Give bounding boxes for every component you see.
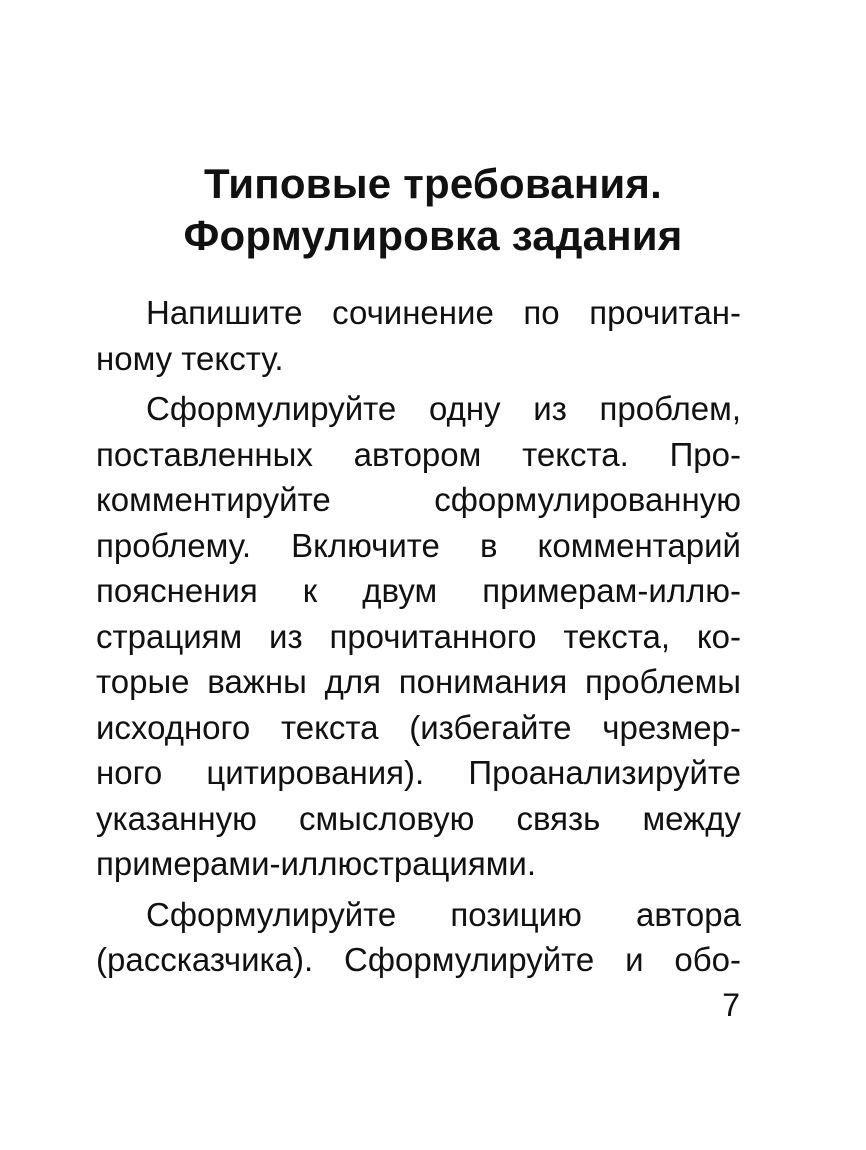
paragraph-task: [96, 290, 741, 381]
page-number: 7: [722, 987, 740, 1023]
text-line: торые важны для понимания проблемы: [96, 663, 741, 700]
text-line: указанную смысловую связь между: [96, 799, 741, 837]
text-line: примерами-иллюстрациями.: [96, 845, 537, 882]
text-line: пояснения к двум примерам-иллю-: [96, 572, 741, 609]
text-line: Напишите сочинение по прочитан-: [146, 294, 741, 331]
paragraph-problem: [96, 386, 741, 887]
page-title: [96, 158, 770, 262]
text-line: Сформулируйте одну из проблем,: [146, 390, 741, 427]
text-line: исходного текста (избегайте чрезмер-: [96, 708, 741, 746]
title-line: Типовые требования.: [203, 160, 663, 207]
title-line: Формулировка задания: [183, 212, 683, 259]
text-line: страциям из прочитанного текста, ко-: [96, 617, 741, 655]
text-line: поставленных автором текста. Про-: [96, 435, 741, 473]
text-line: ному тексту.: [96, 339, 284, 377]
text-line: комментируйте сформулированную: [96, 481, 741, 518]
body-text: [96, 290, 741, 988]
text-line: ного цитирования). Проанализируйте: [96, 754, 741, 791]
paragraph-position: [96, 892, 741, 983]
text-line: (рассказчика). Сформулируйте и обо-: [96, 941, 741, 978]
text-line: проблему. Включите в комментарий: [96, 526, 741, 564]
text-line: Сформулируйте позицию автора: [146, 895, 741, 933]
